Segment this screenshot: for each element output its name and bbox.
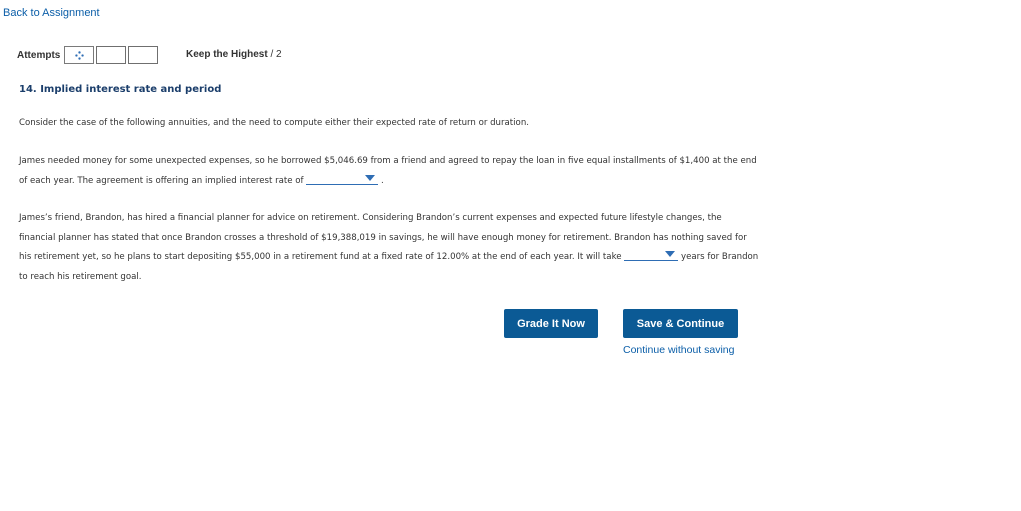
brandon-paragraph bbox=[19, 209, 759, 287]
attempt-box-1 bbox=[64, 46, 94, 64]
sparkle-icon bbox=[75, 51, 84, 60]
years-dropdown[interactable] bbox=[624, 249, 678, 261]
save-and-continue-button[interactable]: Save & Continue bbox=[623, 309, 738, 338]
keep-highest-max: 2 bbox=[276, 49, 282, 60]
keep-highest-separator: / bbox=[267, 49, 277, 60]
attempts-label: Attempts bbox=[17, 49, 61, 61]
keep-highest-policy bbox=[186, 49, 282, 60]
grade-it-now-button[interactable]: Grade It Now bbox=[504, 309, 598, 338]
attempts-tracker bbox=[17, 45, 158, 65]
continue-without-saving-link[interactable]: Continue without saving bbox=[623, 344, 735, 356]
caret-down-icon bbox=[365, 175, 375, 181]
caret-down-icon bbox=[665, 251, 675, 257]
brandon-text-end: years for Brandon to reach his retirement goal. bbox=[19, 252, 759, 282]
attempt-box-3 bbox=[128, 46, 158, 64]
interest-rate-dropdown[interactable] bbox=[306, 173, 378, 185]
attempt-box-2 bbox=[96, 46, 126, 64]
james-text-end: . bbox=[378, 175, 384, 186]
brandon-text: James’s friend, Brandon, has hired a financial planner for advice on retirement. Considering Brandon’s current expenses and expected future lifestyle changes, the financial planner has stated that once Brandon crosses a threshold of $19,388,019 in savings, he will have enough money for retirement. Brandon has nothing saved for his retirement yet, so he plans to start depositing $55,000 in a retirement fund at a fixed rate of 12.00% at the end of each year. It will take bbox=[19, 213, 747, 262]
keep-highest-label: Keep the Highest bbox=[186, 49, 268, 60]
question-title: 14. Implied interest rate and period bbox=[19, 84, 222, 95]
question-intro: Consider the case of the following annuities, and the need to compute either their expected rate of return or duration. bbox=[19, 118, 529, 128]
back-to-assignment-link[interactable]: Back to Assignment bbox=[3, 7, 100, 19]
james-text: James needed money for some unexpected expenses, so he borrowed $5,046.69 from a friend and agreed to repay the loan in five equal installments of $1,400 at the end of each year. The agreement is offering an implied interest rate of bbox=[19, 156, 757, 186]
james-paragraph bbox=[19, 152, 759, 191]
